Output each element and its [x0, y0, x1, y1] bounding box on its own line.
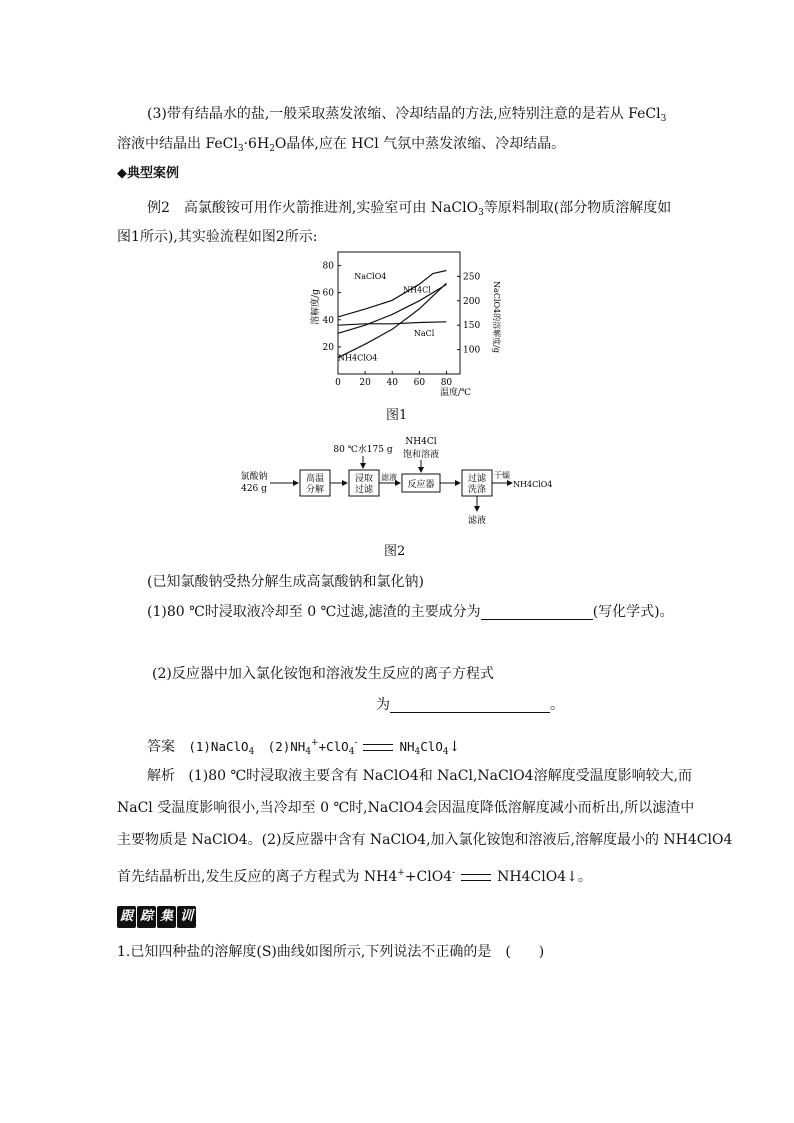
- answer-blank-1[interactable]: [481, 605, 593, 620]
- y-left-tick-label: 80: [322, 261, 334, 272]
- x-tick-label: 60: [413, 378, 426, 388]
- question-2-line-2: 为 。: [376, 697, 564, 713]
- svg-text:高温: 高温: [305, 474, 325, 484]
- svg-text:滤液: 滤液: [467, 516, 487, 526]
- flow-start-2: 426 g: [241, 484, 267, 494]
- flow-water: 80 ℃水175 g: [333, 445, 393, 455]
- x-tick-label: 80: [440, 378, 453, 388]
- svg-text:分解: 分解: [305, 485, 325, 495]
- series-label-nh4clo4: NH4ClO4: [338, 353, 378, 363]
- analysis-line-3: 主要物质是 NaClO4。(2)反应器中含有 NaClO4,加入氯化铵饱和溶液后,溶解度最小的 NH4ClO4: [117, 832, 733, 848]
- x-tick-label: 20: [359, 378, 371, 388]
- svg-text:反应器: 反应器: [407, 480, 435, 490]
- y-left-tick-label: 40: [322, 315, 334, 326]
- svg-text:饱和溶液: 饱和溶液: [402, 450, 440, 460]
- answer-blank-2[interactable]: [390, 698, 550, 713]
- analysis-line-4: 首先结晶析出,发生反应的离子方程式为 NH4++ClO4- NH4ClO4↓。: [117, 868, 592, 885]
- series-label-nacl: NaCl: [413, 329, 435, 339]
- answer-line: 答案 (1)NaClO$_4$ $(2)NH_4^++ClO_4^-$ $NH_4ClO_4↓$: [147, 738, 461, 757]
- equals-sign: [363, 744, 393, 751]
- intro-line-1: (3)带有结晶水的盐,一般采取蒸发浓缩、冷却结晶的方法,应特别注意的是若从 FeCl$_3$: [147, 106, 667, 124]
- question-2-line-1: (2)反应器中加入氯化铵饱和溶液发生反应的离子方程式: [152, 666, 494, 682]
- example-line-1: 例2 高氯酸铵可用作火箭推进剂,实验室可由 NaClO$_3$等原料制取(部分物质溶解度如: [147, 200, 672, 218]
- x-tick-label: 40: [386, 378, 398, 388]
- flow-diagram: [236, 432, 566, 532]
- svg-text:过滤: 过滤: [467, 474, 487, 484]
- y-left-tick-label: 20: [322, 342, 334, 353]
- svg-text:洗涤: 洗涤: [467, 485, 487, 495]
- known-note: (已知氯酸钠受热分解生成高氯酸钠和氯化钠): [147, 574, 424, 590]
- intro-line-2: 溶液中结晶出 $FeCl_3\cdot 6H_2O$晶体,应在 HCl 气氛中蒸发浓缩、冷却结晶。: [117, 136, 566, 154]
- y-right-tick-label: 150: [463, 321, 481, 332]
- y-right-tick-label: 100: [463, 345, 481, 356]
- y-left-tick-label: 60: [322, 288, 334, 299]
- y-left-label: 溶解度/g: [311, 289, 321, 325]
- fig1-caption: 图1: [386, 408, 408, 423]
- x-tick-label: 0: [335, 378, 341, 388]
- svg-text:浸取: 浸取: [354, 474, 374, 484]
- series-label-naclo4: NaClO4: [354, 271, 387, 281]
- series-line-nacl: [338, 322, 446, 325]
- analysis-line-1: 解析 (1)80 ℃时浸取液主要含有 NaClO4和 NaCl,NaClO4溶解度受温度影响较大,而: [147, 768, 693, 784]
- svg-text:NH4Cl: NH4Cl: [405, 437, 437, 447]
- y-right-tick-label: 200: [463, 296, 481, 307]
- analysis-line-2: NaCl 受温度影响很小,当冷却至 0 ℃时,NaClO4会因温度降低溶解度减小而析出,所以滤渣中: [117, 800, 695, 816]
- final-question: 1.已知四种盐的溶解度(S)曲线如图所示,下列说法不正确的是 ( ): [117, 944, 545, 960]
- section-heading: ◆典型案例: [117, 166, 179, 181]
- question-1: (1)80 ℃时浸取液冷却至 0 ℃过滤,滤渣的主要成分为 (写化学式)。: [147, 604, 674, 620]
- solubility-chart: [300, 247, 500, 399]
- equals-sign-2: [461, 874, 491, 881]
- series-label-nh4cl: NH4Cl: [403, 285, 431, 295]
- flow-start-1: 氯酸钠: [240, 472, 268, 482]
- flow-filtrate: 滤液: [381, 473, 397, 482]
- fig2-caption: 图2: [384, 544, 406, 559]
- y-right-tick-label: 250: [463, 272, 481, 283]
- practice-section-badge: 跟 踪 集 训: [117, 906, 197, 928]
- svg-text:干燥: 干燥: [494, 471, 510, 480]
- svg-text:过滤: 过滤: [354, 485, 374, 495]
- flow-product: NH4ClO4: [513, 480, 553, 489]
- x-label: 温度/℃: [440, 388, 472, 398]
- y-right-label: NaClO4的溶解度/g: [492, 281, 501, 353]
- example-line-2: 图1所示),其实验流程如图2所示:: [117, 229, 318, 245]
